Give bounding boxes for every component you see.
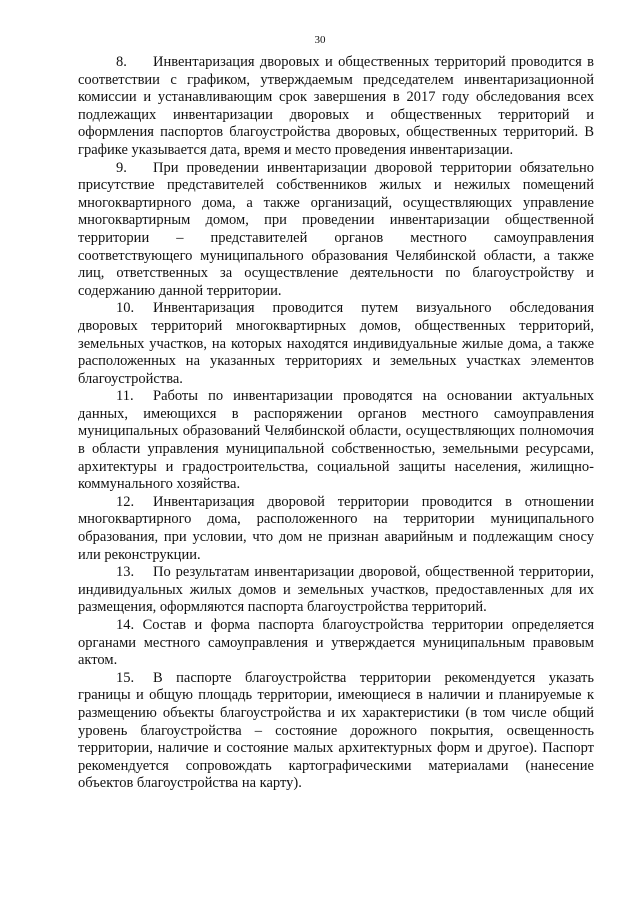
paragraph-12 xyxy=(78,494,594,564)
paragraph-15 xyxy=(78,670,594,793)
paragraph-text: При проведении инвентаризации дворовой территории обязательно присутствие представителей собственников жилых и нежилых помещений многоквартирного дома, а также организаций, осуществляющих управление многоквартирным домом, при проведении инвентаризации общественной территории – представителей органов местного самоуправления соответствующего муниципального образования Челябинской области, а также лиц, ответственных за осуществление деятельности по благоустройству и содержанию данной территории. xyxy=(78,159,594,299)
paragraph-9 xyxy=(78,160,594,301)
page-number: 30 xyxy=(314,34,326,46)
paragraph-text: В паспорте благоустройства территории рекомендуется указать границы и общую площадь территории, имеющиеся в наличии и планируемые к размещению объекты благоустройства и их характеристики (в том числе общий уровень благоустройства – состояние дорожного покрытия, освещенность территории, наличие и состояние малых архитектурных форм и другое). Паспорт рекомендуется сопровождать картографическими материалами (нанесение объектов благоустройства на карту). xyxy=(78,669,594,792)
document-body xyxy=(78,54,594,793)
paragraph-10 xyxy=(78,300,594,388)
paragraph-number: 9. xyxy=(116,159,127,176)
paragraph-number: 8. xyxy=(116,54,127,70)
paragraph-text: По результатам инвентаризации дворовой, общественной территории, индивидуальных жилых домов и земельных участков, предоставленных для их размещения, оформляются паспорта благоустройства территорий. xyxy=(78,564,594,616)
paragraph-number: 15. xyxy=(116,669,135,686)
paragraph-number: 13. xyxy=(116,564,135,581)
paragraph-text: Инвентаризация проводится путем визуального обследования дворовых территорий многоквартирных домов, общественных территорий, земельных участков, на которых находятся индивидуальные жилые дома, а также расположенных на указанных территориях и земельных участках элементов благоустройства. xyxy=(78,300,594,387)
paragraph-number: 10. xyxy=(116,300,135,317)
paragraph-text: Состав и форма паспорта благоустройства территории определяется органами местного самоуправления и утверждается муниципальным правовым актом. xyxy=(78,617,595,669)
paragraph-11 xyxy=(78,388,594,494)
paragraph-number: 12. xyxy=(116,493,135,510)
paragraph-number: 14. xyxy=(116,617,135,633)
paragraph-14 xyxy=(78,617,594,670)
paragraph-text: Инвентаризация дворовой территории проводится в отношении многоквартирного дома, расположенного на территории муниципального образования, при условии, что дом не признан аварийным и подлежащим сносу или реконструкции. xyxy=(78,493,594,563)
paragraph-13 xyxy=(78,564,594,617)
paragraph-text: Инвентаризация дворовых и общественных территорий проводится в соответствии с графиком, утверждаемым председателем инвентаризационной комиссии и устанавливающим срок завершения в 2017 году обследования всех подлежащих инвентаризации дворовых и общественных территорий и оформления паспортов благоустройства дворовых, общественных территорий. В графике указывается дата, время и место проведения инвентаризации. xyxy=(78,54,594,158)
paragraph-8 xyxy=(78,54,594,160)
paragraph-text: Работы по инвентаризации проводятся на основании актуальных данных, имеющихся в распоряжении органов местного самоуправления муниципальных образований Челябинской области, осуществляющих полномочия в области управления муниципальной собственностью, земельными ресурсами, архитектуры и градостроительства, социальной защиты населения, жилищно-коммунального хозяйства. xyxy=(78,388,594,493)
paragraph-number: 11. xyxy=(116,388,134,405)
